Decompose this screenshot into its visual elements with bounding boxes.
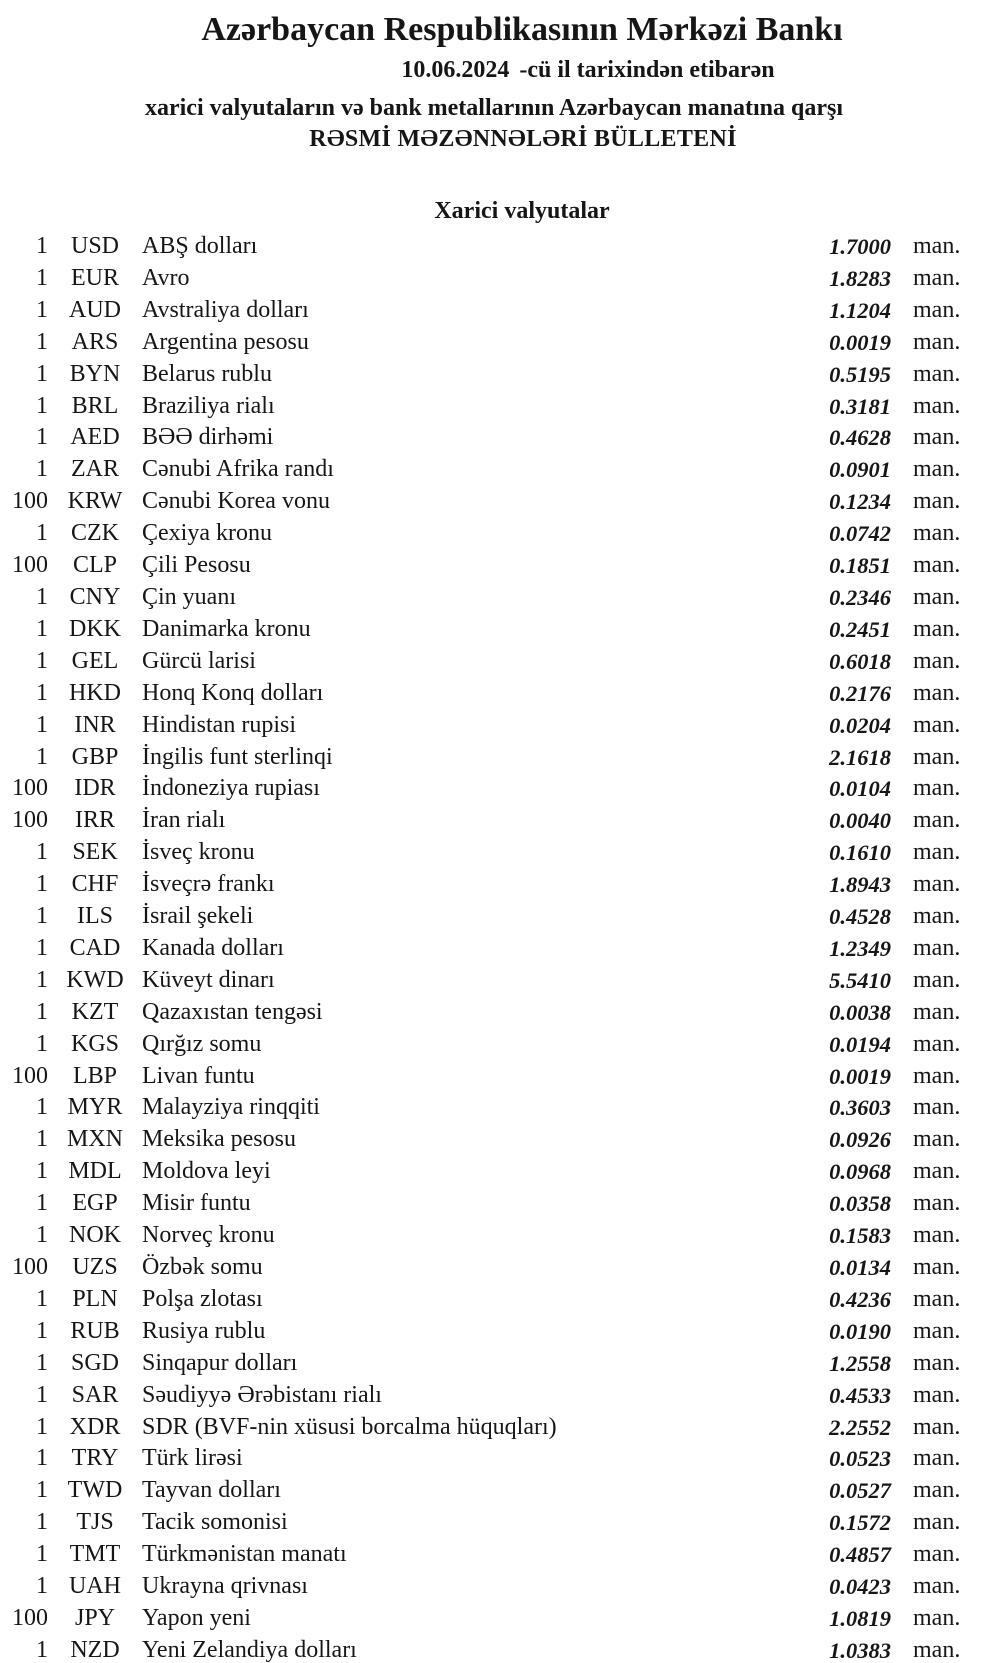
row-quantity: 1 [36,1094,48,1121]
row-rate-value: 0.6018 [829,648,891,674]
rate-row [0,710,1000,742]
row-quantity: 1 [36,424,48,451]
row-currency-code: UAH [69,1573,121,1600]
row-rate-value: 0.4236 [829,1286,891,1312]
row-rate-value: 0.0358 [829,1191,891,1217]
row-currency-code: JPY [74,1604,116,1631]
row-currency-name: Qazaxıstan tengəsi [142,998,323,1025]
rates-table [0,231,1000,1663]
row-currency-name: Braziliya rialı [142,392,275,419]
row-currency-code: ILS [77,903,113,930]
row-quantity: 1 [36,711,48,738]
row-quantity: 1 [36,647,48,674]
row-rate-unit: man. [913,615,961,642]
row-currency-name: Çin yuanı [142,583,236,610]
row-currency-code: GBP [71,743,119,770]
row-rate-value: 0.0523 [829,1446,891,1472]
row-quantity: 1 [36,520,48,547]
rate-row [0,1380,1000,1412]
row-quantity: 100 [12,807,48,834]
rate-row [0,1124,1000,1156]
row-currency-name: Səudiyyə Ərəbistanı rialı [142,1381,382,1408]
row-rate-value: 1.0383 [829,1637,891,1663]
row-currency-name: Yeni Zelandiya dolları [142,1636,357,1663]
row-currency-name: Moldova leyi [142,1158,271,1185]
row-rate-value: 0.0190 [829,1318,891,1344]
row-currency-name: İran rialı [142,807,226,834]
row-quantity: 1 [36,903,48,930]
rate-row [0,805,1000,837]
rate-row [0,901,1000,933]
row-currency-name: Yapon yeni [142,1604,251,1631]
row-rate-unit: man. [913,424,961,451]
row-rate-value: 1.2558 [829,1350,891,1376]
row-rate-unit: man. [913,1190,961,1217]
rate-row [0,773,1000,805]
row-quantity: 1 [36,1285,48,1312]
row-rate-unit: man. [913,1062,961,1089]
row-quantity: 1 [36,1190,48,1217]
rate-row [0,997,1000,1029]
row-quantity: 1 [36,1477,48,1504]
row-rate-unit: man. [913,1317,961,1344]
row-currency-code: INR [74,711,116,738]
row-currency-name: Livan funtu [142,1062,255,1089]
row-quantity: 1 [36,1317,48,1344]
row-currency-code: USD [70,233,119,259]
row-currency-name: Honq Konq dolları [142,679,324,706]
row-currency-name: Avstraliya dolları [142,296,309,323]
row-rate-value: 0.0019 [829,1063,891,1089]
row-currency-code: GEL [71,647,119,674]
row-rate-unit: man. [913,264,961,291]
row-rate-unit: man. [913,392,961,419]
rate-row [0,1316,1000,1348]
row-currency-code: EGP [72,1190,118,1217]
row-currency-code: MDL [68,1158,122,1185]
row-rate-unit: man. [913,998,961,1025]
row-currency-name: Rusiya rublu [142,1317,266,1344]
row-quantity: 1 [36,1636,48,1663]
rate-row [0,933,1000,965]
row-currency-name: Cənubi Korea vonu [142,488,330,515]
row-rate-value: 0.1610 [829,840,891,866]
row-currency-code: ZAR [71,456,119,483]
row-rate-unit: man. [913,679,961,706]
row-currency-name: Cənubi Afrika randı [142,456,334,483]
row-currency-code: SGD [70,1349,119,1376]
row-quantity: 1 [36,296,48,323]
row-currency-code: EUR [71,264,119,291]
row-currency-name: Türk lirəsi [142,1445,243,1472]
row-currency-code: DKK [69,615,121,642]
row-rate-value: 1.7000 [829,234,891,259]
row-rate-value: 2.1618 [829,744,891,770]
row-currency-code: SAR [71,1381,119,1408]
row-rate-unit: man. [913,966,961,993]
row-rate-value: 0.0742 [829,521,891,547]
rate-row [0,1092,1000,1124]
row-currency-code: MXN [66,1126,123,1153]
row-quantity: 1 [36,1509,48,1536]
row-currency-code: CNY [69,583,121,610]
row-rate-unit: man. [913,934,961,961]
effective-date-suffix: -cü il tarixindən etibarən [519,57,775,83]
row-quantity: 1 [36,871,48,898]
rate-row [0,1156,1000,1188]
row-rate-value: 0.0423 [829,1574,891,1600]
row-currency-name: Kanada dolları [142,934,284,961]
row-rate-unit: man. [913,1413,961,1440]
row-currency-code: KWD [66,966,124,993]
rate-row [0,1635,1000,1663]
rate-row [0,1507,1000,1539]
row-currency-code: NZD [70,1636,120,1663]
row-quantity: 1 [36,360,48,387]
row-rate-value: 0.0527 [829,1478,891,1504]
row-rate-unit: man. [913,1094,961,1121]
row-rate-unit: man. [913,775,961,802]
row-rate-value: 1.2349 [829,935,891,961]
rate-row [0,391,1000,423]
row-currency-code: KRW [67,488,123,515]
row-rate-unit: man. [913,1636,961,1663]
row-rate-unit: man. [913,552,961,579]
rate-row [0,614,1000,646]
row-rate-unit: man. [913,1222,961,1249]
row-currency-name: Sinqapur dolları [142,1349,298,1376]
row-currency-code: AED [70,424,120,451]
row-rate-value: 0.0040 [829,808,891,834]
row-rate-unit: man. [913,1285,961,1312]
row-currency-name: Polşa zlotası [142,1285,263,1312]
row-quantity: 1 [36,679,48,706]
row-quantity: 1 [36,1413,48,1440]
row-currency-name: Argentina pesosu [142,328,309,355]
row-currency-name: Ukrayna qrivnası [142,1573,308,1600]
rate-row [0,1252,1000,1284]
row-rate-unit: man. [913,871,961,898]
rate-row [0,646,1000,678]
rate-row [0,582,1000,614]
row-quantity: 1 [36,966,48,993]
row-rate-value: 1.8283 [829,265,891,291]
row-rate-unit: man. [913,233,961,259]
rate-row [0,1029,1000,1061]
row-currency-code: CHF [71,871,119,898]
row-quantity: 100 [12,552,48,579]
row-rate-unit: man. [913,1509,961,1536]
rate-row [0,1220,1000,1252]
row-rate-value: 0.2451 [829,616,891,642]
row-rate-unit: man. [913,328,961,355]
rate-row [0,1284,1000,1316]
rate-row [0,1571,1000,1603]
rate-row [0,1443,1000,1475]
row-rate-unit: man. [913,583,961,610]
rate-row [0,742,1000,774]
row-quantity: 1 [36,392,48,419]
row-currency-code: BYN [69,360,121,387]
row-rate-value: 0.0901 [829,457,891,483]
rate-row [0,965,1000,997]
row-currency-name: Türkmənistan manatı [142,1541,347,1568]
row-quantity: 1 [36,1222,48,1249]
row-currency-name: İndoneziya rupiası [142,775,320,802]
row-rate-value: 0.1851 [829,553,891,579]
row-currency-name: Qırğız somu [142,1030,262,1057]
rate-row [0,1475,1000,1507]
row-rate-value: 0.1572 [829,1510,891,1536]
row-currency-code: ARS [71,328,119,355]
row-rate-unit: man. [913,1126,961,1153]
rate-row [0,486,1000,518]
row-currency-code: HKD [69,679,121,706]
rate-row [0,550,1000,582]
row-currency-code: RUB [70,1317,120,1344]
row-currency-code: IDR [74,775,116,802]
row-currency-name: Misir funtu [142,1190,251,1217]
rate-row [0,263,1000,295]
rate-row [0,231,1000,263]
rate-row [0,422,1000,454]
rate-row [0,454,1000,486]
bulletin-title: RƏSMİ MƏZƏNNƏLƏRİ BÜLLETENİ [309,126,737,152]
row-currency-code: KZT [71,998,119,1025]
row-rate-unit: man. [913,743,961,770]
rate-row [0,1061,1000,1093]
row-currency-name: BƏƏ dirhəmi [142,424,274,451]
row-currency-code: AUD [69,296,121,323]
row-currency-name: Danimarka kronu [142,615,311,642]
row-quantity: 1 [36,934,48,961]
row-quantity: 1 [36,328,48,355]
row-rate-value: 5.5410 [829,967,891,993]
row-quantity: 1 [36,583,48,610]
subject-line: xarici valyutaların və bank metallarının Azərbaycan manatına qarşı [144,95,843,121]
row-rate-unit: man. [913,1604,961,1631]
row-rate-value: 0.2176 [829,680,891,706]
row-quantity: 1 [36,1541,48,1568]
row-rate-unit: man. [913,456,961,483]
row-quantity: 1 [36,743,48,770]
row-rate-value: 1.8943 [829,872,891,898]
row-currency-name: İngilis funt sterlinqi [142,743,333,770]
row-currency-name: İsrail şekeli [142,903,254,930]
row-rate-value: 0.0038 [829,999,891,1025]
bank-name-title: Azərbaycan Respublikasının Mərkəzi Bankı [201,11,843,48]
row-currency-name: Norveç kronu [142,1222,275,1249]
row-rate-unit: man. [913,1254,961,1280]
row-rate-unit: man. [913,839,961,866]
row-rate-value: 0.0134 [829,1255,891,1280]
row-rate-value: 0.0019 [829,329,891,355]
row-quantity: 1 [36,233,48,259]
row-quantity: 1 [36,839,48,866]
rate-row [0,359,1000,391]
row-currency-name: Avro [142,264,190,291]
row-rate-unit: man. [913,647,961,674]
row-currency-code: IRR [74,807,115,834]
rate-row [0,295,1000,327]
row-rate-value: 0.0204 [829,712,891,738]
row-currency-name: Çexiya kronu [142,520,272,547]
row-rate-value: 0.3181 [829,393,891,419]
row-currency-code: TMT [69,1541,121,1568]
row-quantity: 100 [12,1062,48,1089]
row-currency-code: BRL [71,392,119,419]
row-quantity: 100 [12,1604,48,1631]
row-currency-name: Çili Pesosu [142,552,251,579]
row-rate-unit: man. [913,807,961,834]
row-currency-name: Gürcü larisi [142,647,256,674]
row-rate-unit: man. [913,520,961,547]
row-currency-code: TWD [67,1477,123,1504]
row-rate-value: 0.0926 [829,1127,891,1153]
row-rate-value: 0.0104 [829,776,891,802]
row-quantity: 1 [36,264,48,291]
row-quantity: 1 [36,1573,48,1600]
row-rate-unit: man. [913,903,961,930]
row-rate-value: 0.1583 [829,1223,891,1249]
row-rate-value: 0.4533 [829,1382,891,1408]
row-currency-name: Tacik somonisi [142,1509,288,1536]
rate-row [0,869,1000,901]
row-rate-unit: man. [913,1349,961,1376]
rate-row [0,1603,1000,1635]
row-currency-name: İsveçrə frankı [142,871,275,898]
row-rate-unit: man. [913,1158,961,1185]
row-rate-value: 2.2552 [829,1414,891,1440]
row-rate-unit: man. [913,711,961,738]
row-rate-value: 0.2346 [829,584,891,610]
row-currency-code: MYR [67,1094,123,1121]
section-title-foreign-currencies: Xarici valyutalar [434,198,610,224]
effective-date: 10.06.2024 [401,57,510,83]
row-quantity: 100 [12,488,48,515]
row-rate-unit: man. [913,296,961,323]
row-rate-value: 0.1234 [829,489,891,515]
row-rate-value: 0.4528 [829,904,891,930]
row-quantity: 1 [36,1381,48,1408]
row-currency-code: XDR [69,1413,121,1440]
row-rate-unit: man. [913,360,961,387]
rate-row [0,518,1000,550]
row-quantity: 1 [36,998,48,1025]
rate-row [0,1539,1000,1571]
rate-row [0,1188,1000,1220]
row-currency-code: SEK [72,839,118,866]
row-quantity: 1 [36,1445,48,1472]
row-currency-code: KGS [70,1030,119,1057]
row-rate-unit: man. [913,1445,961,1472]
row-currency-code: UZS [72,1254,118,1280]
row-rate-value: 0.5195 [829,361,891,387]
row-currency-name: ABŞ dolları [142,233,258,259]
row-currency-name: İsveç kronu [142,839,255,866]
row-currency-code: LBP [72,1062,117,1089]
rate-row [0,327,1000,359]
row-quantity: 1 [36,615,48,642]
row-quantity: 1 [36,1030,48,1057]
row-quantity: 1 [36,1158,48,1185]
row-rate-unit: man. [913,1541,961,1568]
row-quantity: 1 [36,1349,48,1376]
row-currency-name: Meksika pesosu [142,1126,296,1153]
row-rate-value: 1.1204 [829,297,891,323]
row-quantity: 1 [36,1126,48,1153]
row-currency-name: Özbək somu [142,1254,263,1280]
row-rate-value: 0.0968 [829,1159,891,1185]
row-currency-code: CAD [69,934,121,961]
row-quantity: 1 [36,456,48,483]
row-rate-value: 0.4628 [829,425,891,451]
row-currency-code: TJS [76,1509,114,1536]
row-currency-code: NOK [69,1222,121,1249]
rate-row [0,1348,1000,1380]
row-currency-name: Malayziya rinqqiti [142,1094,320,1121]
row-quantity: 100 [12,1254,48,1280]
rate-row [0,678,1000,710]
row-rate-value: 1.0819 [829,1605,891,1631]
row-rate-value: 0.4857 [829,1542,891,1568]
rate-row [0,1412,1000,1444]
row-currency-name: Tayvan dolları [142,1477,281,1504]
row-currency-code: CLP [72,552,117,579]
rate-row [0,837,1000,869]
row-rate-unit: man. [913,488,961,515]
row-currency-code: PLN [72,1285,118,1312]
row-rate-unit: man. [913,1030,961,1057]
row-quantity: 100 [12,775,48,802]
row-rate-unit: man. [913,1573,961,1600]
row-rate-unit: man. [913,1477,961,1504]
row-currency-code: CZK [71,520,119,547]
row-currency-name: Hindistan rupisi [142,711,296,738]
row-currency-name: Küveyt dinarı [142,966,275,993]
effective-date-line [88,57,1000,84]
row-rate-value: 0.0194 [829,1031,891,1057]
row-rate-value: 0.3603 [829,1095,891,1121]
row-currency-name: Belarus rublu [142,360,272,387]
row-currency-name: SDR (BVF-nin xüsusi borcalma hüquqları) [142,1413,557,1440]
row-rate-unit: man. [913,1381,961,1408]
row-currency-code: TRY [71,1445,119,1472]
